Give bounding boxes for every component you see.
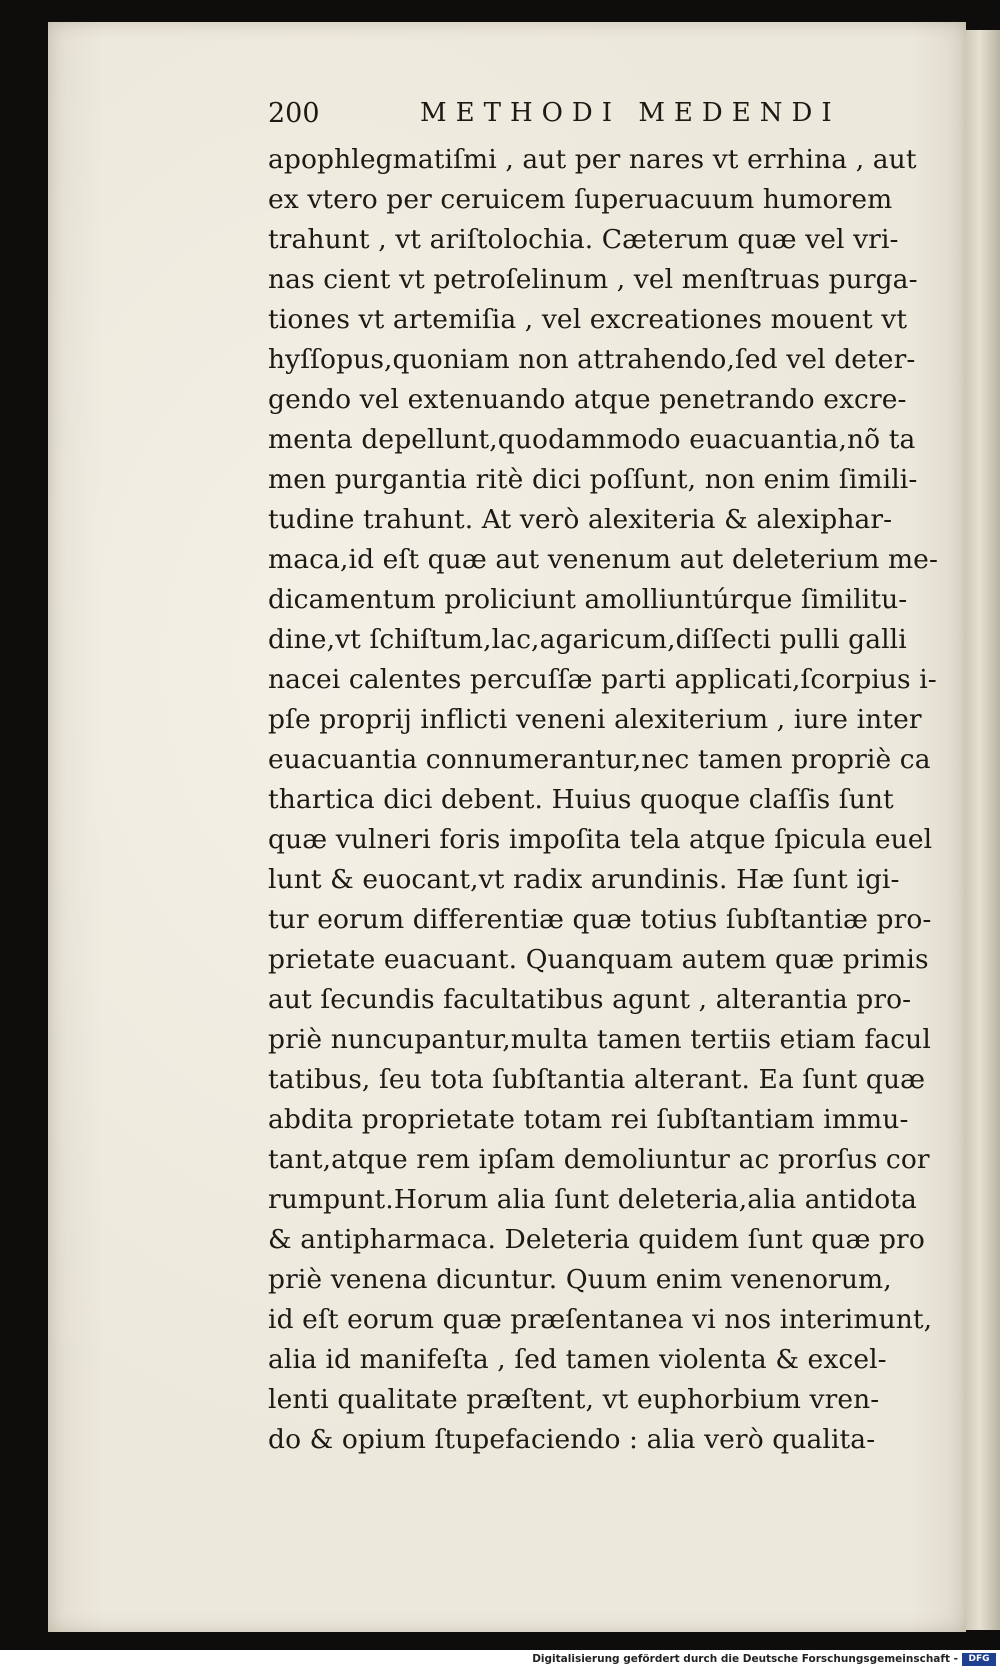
text-line: tudine trahunt. At verò alexiteria & alexiphar-: [268, 504, 893, 535]
text-line: priè venena dicuntur. Quum enim venenorum,: [268, 1264, 892, 1295]
text-line: gendo vel extenuando atque penetrando excre-: [268, 384, 907, 415]
text-line: tur eorum differentiæ quæ totius ſubſtantiæ pro-: [268, 904, 932, 935]
running-head: [268, 92, 888, 140]
text-line: euacuantia connumerantur,nec tamen propriè ca: [268, 744, 931, 775]
dfg-logo-icon: DFG: [962, 1653, 996, 1666]
text-line: lenti qualitate præſtent, vt euphorbium vren-: [268, 1384, 880, 1415]
text-line: alia id manifeſta , ſed tamen violenta & excel-: [268, 1344, 887, 1375]
text-line: id eſt eorum quæ præſentanea vi nos interimunt,: [268, 1304, 933, 1335]
text-line: & antipharmaca. Deleteria quidem ſunt quæ pro: [268, 1224, 925, 1255]
text-line: menta depellunt,quodammodo euacuantia,nõ ta: [268, 424, 916, 455]
text-line: do & opium ſtupefaciendo : alia verò qualita-: [268, 1424, 876, 1455]
text-line: aut ſecundis facultatibus agunt , alterantia pro-: [268, 984, 912, 1015]
text-line: maca,id eſt quæ aut venenum aut deleterium me-: [268, 544, 939, 575]
text-line: pſe proprij inflicti veneni alexiterium , iure inter: [268, 704, 922, 735]
text-line: abdita proprietate totam rei ſubſtantiam immu-: [268, 1104, 909, 1135]
page-number: 200: [268, 98, 320, 129]
funding-credit: Digitalisierung gefördert durch die Deutsche Forschungsgemeinschaft -: [532, 1653, 958, 1665]
text-line: prietate euacuant. Quanquam autem quæ primis: [268, 944, 929, 975]
text-line: nacei calentes percuſſæ parti applicati,ſcorpius i-: [268, 664, 937, 695]
text-line: lunt & euocant,vt radix arundinis. Hæ ſunt igi-: [268, 864, 900, 895]
text-line: dicamentum proliciunt amolliuntúrque ſimilitu-: [268, 584, 908, 615]
text-line: tant,atque rem ipſam demoliuntur ac prorſus cor: [268, 1144, 930, 1175]
text-line: dine,vt ſchiſtum,lac,agaricum,diſſecti pulli galli: [268, 624, 907, 655]
footer-bar: [0, 1650, 1000, 1670]
text-line: men purgantia ritè dici poſſunt, non enim ſimili-: [268, 464, 918, 495]
text-line: hyſſopus,quoniam non attrahendo,ſed vel deter-: [268, 344, 916, 375]
text-line: apophlegmatiſmi , aut per nares vt errhina , aut: [268, 144, 917, 175]
text-line: tiones vt artemiſia , vel excreationes mouent vt: [268, 304, 908, 335]
text-line: ex vtero per ceruicem ſuperuacuum humorem: [268, 184, 893, 215]
text-line: tatibus, ſeu tota ſubſtantia alterant. Ea ſunt quæ: [268, 1064, 926, 1095]
text-line: thartica dici debent. Huius quoque claſſis ſunt: [268, 784, 894, 815]
page-edge: [966, 30, 1000, 1630]
page-text: [268, 92, 968, 1460]
text-line: rumpunt.Horum alia ſunt deleteria,alia antidota: [268, 1184, 917, 1215]
text-line: quæ vulneri foris impoſita tela atque ſpicula euel: [268, 824, 933, 855]
text-line: priè nuncupantur,multa tamen tertiis etiam facul: [268, 1024, 931, 1055]
running-head-title: METHODI MEDENDI: [420, 98, 841, 128]
text-line: trahunt , vt ariſtolochia. Cæterum quæ vel vri-: [268, 224, 899, 255]
text-line: nas cient vt petroſelinum , vel menſtruas purga-: [268, 264, 918, 295]
